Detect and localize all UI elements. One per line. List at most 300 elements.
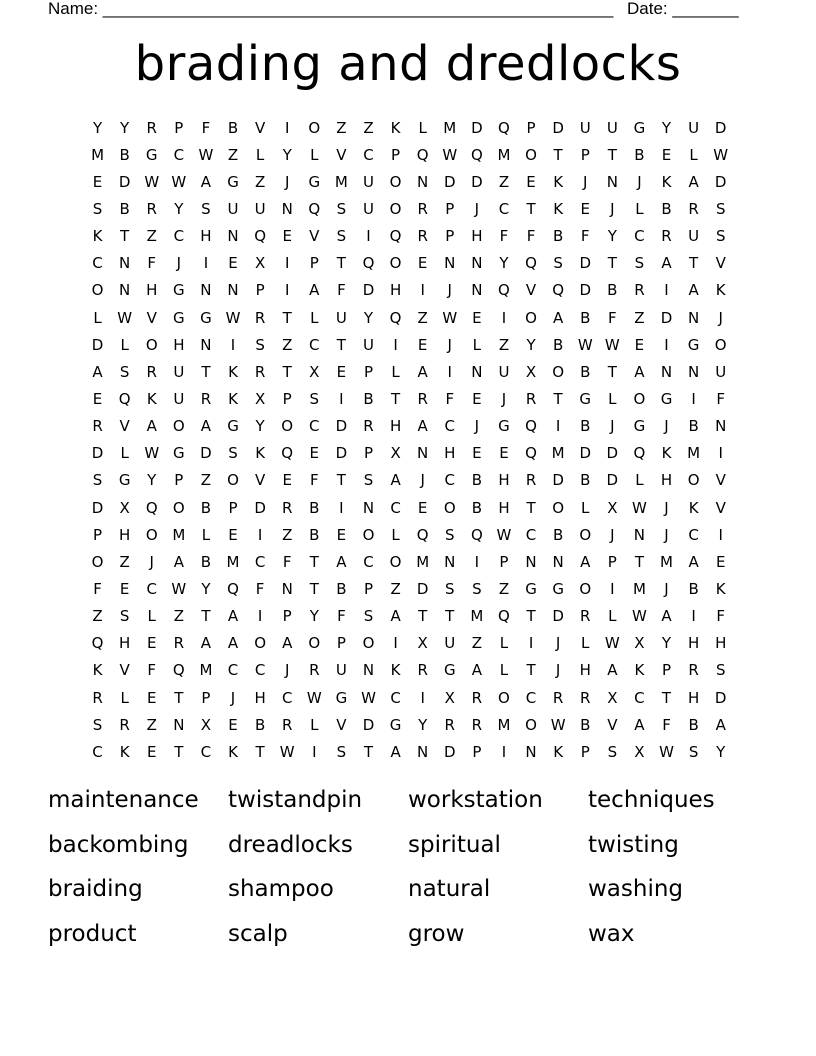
grid-cell: K — [92, 661, 103, 680]
grid-cell: C — [634, 688, 645, 707]
grid-cell: X — [254, 389, 266, 408]
grid-cell: J — [474, 199, 480, 218]
grid-cell: R — [281, 715, 293, 734]
name-field[interactable]: Name: ______________________________________________________ — [48, 0, 614, 18]
grid-cell: H — [119, 525, 131, 544]
grid-cell: G — [173, 308, 185, 327]
grid-cell: B — [363, 389, 374, 408]
grid-cell: T — [336, 471, 346, 490]
grid-cell: J — [176, 254, 182, 273]
grid-cell: C — [200, 742, 212, 761]
grid-cell: N — [715, 417, 727, 436]
grid-cell: T — [336, 335, 346, 354]
grid-cell: R — [146, 118, 157, 137]
grid-cell: L — [255, 145, 265, 164]
grid-cell: P — [661, 661, 672, 680]
grid-cell: W — [171, 172, 187, 191]
grid-cell: R — [417, 661, 428, 680]
grid-cell: W — [604, 634, 620, 653]
grid-cell: N — [417, 444, 429, 463]
grid-cell: N — [417, 742, 429, 761]
grid-cell: W — [225, 308, 241, 327]
header — [0, 0, 816, 20]
grid-cell: G — [389, 715, 402, 734]
grid-cell: G — [552, 579, 564, 598]
grid-cell: O — [525, 715, 537, 734]
grid-cell: L — [120, 444, 129, 463]
grid-cell: N — [687, 308, 700, 327]
grid-cell: O — [552, 362, 565, 381]
grid-cell: B — [607, 281, 618, 300]
grid-cell: C — [92, 742, 103, 761]
grid-cell: H — [119, 634, 131, 653]
grid-cell: X — [634, 634, 645, 653]
grid-cell: B — [254, 715, 266, 734]
grid-cell: B — [471, 498, 482, 517]
grid-cell: D — [552, 607, 564, 626]
grid-cell: F — [309, 471, 319, 490]
grid-cell: G — [660, 389, 673, 408]
grid-cell: B — [200, 552, 212, 571]
grid-cell: R — [634, 281, 645, 300]
grid-cell: H — [444, 444, 456, 463]
grid-cell: O — [687, 471, 700, 490]
grid-cell: D — [579, 444, 592, 463]
grid-cell: E — [228, 254, 238, 273]
grid-cell: H — [389, 281, 402, 300]
grid-cell: F — [499, 227, 509, 246]
grid-cell: Z — [92, 607, 103, 626]
grid-cell: W — [632, 498, 647, 517]
grid-cell: A — [200, 172, 212, 191]
grid-cell: E — [715, 552, 726, 571]
grid-cell: O — [552, 498, 565, 517]
grid-cell: Z — [363, 118, 374, 137]
grid-cell: J — [664, 579, 669, 598]
grid-cell: R — [661, 227, 672, 246]
grid-cell: A — [200, 634, 212, 653]
word-list-item: techniques — [588, 787, 715, 814]
grid-cell: E — [228, 715, 238, 734]
grid-cell: Q — [470, 525, 483, 544]
date-field[interactable]: Date: _______ — [627, 0, 739, 18]
grid-cell: D — [714, 688, 727, 707]
grid-cell: Y — [282, 145, 292, 164]
grid-cell: T — [390, 389, 401, 408]
grid-cell: C — [146, 579, 157, 598]
grid-cell: H — [471, 227, 483, 246]
grid-cell: N — [471, 254, 483, 273]
grid-cell: P — [282, 389, 292, 408]
grid-cell: O — [145, 525, 158, 544]
grid-cell: Z — [390, 579, 401, 598]
grid-cell: Q — [308, 199, 321, 218]
grid-cell: Z — [146, 227, 157, 246]
grid-cell: I — [664, 281, 669, 300]
grid-cell: C — [227, 661, 239, 680]
grid-cell: X — [254, 254, 266, 273]
grid-cell: P — [499, 552, 509, 571]
grid-cell: T — [634, 552, 644, 571]
grid-cell: T — [445, 607, 455, 626]
grid-cell: V — [715, 498, 726, 517]
grid-cell: M — [632, 579, 646, 598]
grid-cell: Y — [201, 579, 211, 598]
grid-cell: R — [552, 688, 564, 707]
grid-cell: J — [610, 525, 615, 544]
grid-cell: D — [660, 308, 673, 327]
grid-cell: E — [417, 498, 428, 517]
grid-cell: D — [254, 498, 266, 517]
grid-cell: M — [687, 444, 701, 463]
grid-cell: B — [580, 308, 591, 327]
grid-cell: B — [119, 199, 130, 218]
grid-cell: G — [227, 417, 239, 436]
grid-cell: L — [608, 607, 617, 626]
grid-cell: S — [363, 471, 374, 490]
grid-cell: M — [660, 552, 673, 571]
grid-cell: L — [499, 661, 509, 680]
grid-cell: U — [579, 118, 591, 137]
grid-cell: S — [228, 444, 238, 463]
grid-cell: O — [525, 308, 537, 327]
grid-cell: O — [254, 634, 267, 653]
grid-cell: J — [284, 172, 290, 191]
grid-cell: S — [445, 525, 455, 544]
grid-cell: E — [499, 444, 509, 463]
grid-cell: N — [417, 172, 429, 191]
grid-cell: Y — [716, 742, 726, 761]
grid-cell: Q — [145, 498, 158, 517]
grid-cell: Z — [336, 118, 347, 137]
letter-grid — [84, 114, 734, 765]
grid-cell: T — [689, 254, 699, 273]
grid-cell: A — [634, 362, 645, 381]
grid-cell: S — [715, 661, 726, 680]
grid-cell: D — [416, 579, 429, 598]
grid-cell: O — [714, 335, 727, 354]
grid-cell: V — [336, 715, 347, 734]
grid-cell: C — [363, 552, 374, 571]
grid-cell: U — [606, 118, 618, 137]
grid-cell: T — [174, 742, 184, 761]
grid-cell: M — [551, 444, 565, 463]
grid-cell: M — [199, 661, 213, 680]
grid-cell: O — [308, 634, 321, 653]
grid-cell: D — [714, 118, 727, 137]
grid-cell: H — [498, 471, 510, 490]
grid-cell: V — [119, 417, 130, 436]
grid-cell: T — [526, 607, 536, 626]
grid-cell: T — [661, 688, 672, 707]
grid-cell: H — [660, 471, 673, 490]
grid-cell: J — [664, 498, 669, 517]
grid-cell: K — [661, 172, 672, 191]
grid-cell: G — [633, 118, 646, 137]
grid-cell: N — [200, 281, 212, 300]
grid-cell: J — [555, 661, 561, 680]
grid-cell: L — [310, 145, 319, 164]
grid-cell: W — [496, 525, 512, 544]
grid-cell: R — [580, 688, 591, 707]
grid-cell: I — [610, 579, 615, 598]
grid-cell: D — [443, 742, 456, 761]
grid-cell: S — [119, 362, 130, 381]
grid-cell: B — [688, 579, 699, 598]
grid-cell: V — [309, 227, 320, 246]
grid-cell: O — [498, 688, 510, 707]
grid-cell: Z — [634, 308, 645, 327]
grid-cell: O — [443, 498, 456, 517]
grid-cell: Q — [525, 417, 537, 436]
grid-cell: N — [525, 552, 537, 571]
grid-cell: B — [688, 715, 699, 734]
grid-cell: W — [279, 742, 295, 761]
grid-cell: N — [687, 362, 700, 381]
grid-cell: R — [471, 688, 483, 707]
grid-cell: A — [92, 362, 103, 381]
grid-cell: E — [146, 634, 157, 653]
grid-cell: A — [390, 607, 401, 626]
grid-cell: S — [607, 742, 618, 761]
word-list — [48, 778, 768, 956]
grid-cell: R — [444, 715, 455, 734]
grid-cell: C — [173, 145, 185, 164]
grid-cell: N — [362, 661, 375, 680]
grid-cell: P — [228, 498, 238, 517]
grid-cell: P — [309, 254, 319, 273]
grid-cell: Q — [416, 525, 429, 544]
grid-cell: Z — [498, 172, 510, 191]
grid-cell: T — [309, 579, 319, 598]
grid-cell: W — [604, 335, 620, 354]
grid-cell: D — [335, 444, 348, 463]
grid-cell: U — [498, 362, 510, 381]
grid-cell: N — [525, 742, 537, 761]
grid-cell: Q — [389, 227, 402, 246]
grid-cell: T — [309, 552, 319, 571]
grid-cell: W — [659, 742, 674, 761]
grid-cell: K — [688, 498, 699, 517]
grid-cell: H — [389, 417, 402, 436]
grid-cell: Y — [661, 118, 672, 137]
grid-cell: I — [664, 335, 669, 354]
grid-cell: S — [445, 579, 455, 598]
grid-cell: O — [389, 552, 402, 571]
grid-cell: R — [146, 199, 157, 218]
grid-cell: C — [525, 688, 537, 707]
grid-cell: B — [552, 335, 564, 354]
grid-cell: E — [580, 199, 590, 218]
grid-cell: W — [198, 145, 214, 164]
grid-cell: W — [361, 688, 376, 707]
grid-cell: O — [633, 389, 646, 408]
grid-cell: K — [661, 444, 672, 463]
grid-cell: J — [447, 335, 452, 354]
grid-cell: J — [637, 172, 642, 191]
grid-cell: T — [607, 145, 617, 164]
grid-cell: Q — [416, 145, 429, 164]
grid-cell: W — [442, 308, 458, 327]
grid-cell: O — [579, 579, 592, 598]
grid-cell: R — [173, 634, 185, 653]
grid-cell: A — [336, 552, 347, 571]
grid-cell: J — [610, 199, 615, 218]
grid-cell: Z — [227, 145, 239, 164]
grid-cell: P — [580, 145, 590, 164]
grid-cell: Z — [254, 172, 266, 191]
grid-cell: Y — [363, 308, 374, 327]
grid-cell: L — [472, 335, 482, 354]
grid-cell: P — [526, 118, 536, 137]
word-list-item: wax — [588, 920, 635, 947]
grid-cell: B — [580, 362, 591, 381]
grid-cell: I — [284, 118, 290, 137]
grid-cell: T — [255, 742, 265, 761]
grid-cell: I — [284, 281, 290, 300]
grid-cell: B — [227, 118, 239, 137]
word-list-item: spiritual — [408, 831, 501, 858]
word-list-item: braiding — [48, 876, 143, 903]
grid-cell: R — [688, 199, 699, 218]
grid-cell: U — [362, 172, 374, 191]
grid-cell: E — [282, 471, 292, 490]
grid-cell: A — [661, 607, 672, 626]
grid-cell: P — [174, 118, 184, 137]
grid-cell: L — [418, 118, 427, 137]
grid-cell: U — [227, 199, 239, 218]
grid-cell: M — [334, 172, 348, 191]
grid-cell: P — [336, 634, 346, 653]
grid-cell: F — [337, 281, 346, 300]
word-list-item: maintenance — [48, 787, 199, 814]
grid-cell: O — [145, 335, 158, 354]
grid-cell: A — [688, 552, 699, 571]
grid-cell: A — [173, 552, 184, 571]
grid-cell: L — [93, 308, 102, 327]
grid-cell: S — [634, 254, 645, 273]
grid-cell: J — [149, 552, 154, 571]
grid-cell: N — [471, 281, 483, 300]
grid-cell: I — [230, 335, 236, 354]
grid-cell: A — [661, 254, 672, 273]
grid-cell: F — [147, 661, 157, 680]
grid-cell: S — [336, 227, 347, 246]
grid-cell: H — [173, 335, 185, 354]
grid-cell: I — [284, 254, 290, 273]
grid-cell: C — [254, 552, 266, 571]
grid-cell: I — [528, 634, 534, 653]
grid-cell: G — [118, 471, 131, 490]
grid-cell: N — [362, 498, 375, 517]
grid-cell: A — [553, 308, 564, 327]
grid-cell: J — [583, 172, 588, 191]
grid-cell: D — [362, 715, 375, 734]
grid-cell: E — [228, 525, 238, 544]
grid-cell: R — [119, 715, 130, 734]
grid-cell: U — [362, 335, 374, 354]
grid-cell: I — [366, 227, 371, 246]
grid-cell: N — [444, 254, 456, 273]
grid-cell: Q — [470, 145, 483, 164]
grid-cell: T — [201, 362, 211, 381]
grid-cell: S — [553, 254, 563, 273]
grid-cell: E — [661, 145, 672, 164]
word-list-item: backombing — [48, 831, 189, 858]
grid-cell: R — [254, 308, 266, 327]
grid-cell: P — [174, 471, 184, 490]
grid-cell: C — [525, 525, 537, 544]
grid-cell: N — [471, 362, 483, 381]
grid-cell: P — [201, 688, 211, 707]
grid-cell: A — [580, 552, 591, 571]
grid-cell: S — [363, 607, 374, 626]
grid-cell: S — [92, 199, 103, 218]
word-list-item: workstation — [408, 787, 543, 814]
grid-cell: E — [526, 172, 536, 191]
grid-cell: U — [362, 199, 374, 218]
grid-cell: F — [255, 579, 265, 598]
grid-cell: J — [610, 417, 615, 436]
grid-cell: G — [498, 417, 510, 436]
grid-cell: T — [282, 362, 292, 381]
grid-cell: Q — [227, 579, 239, 598]
grid-cell: R — [363, 417, 374, 436]
grid-cell: M — [443, 118, 457, 137]
grid-cell: E — [634, 335, 645, 354]
grid-cell: I — [420, 281, 425, 300]
grid-cell: F — [716, 607, 726, 626]
grid-cell: J — [474, 417, 480, 436]
grid-cell: T — [336, 254, 346, 273]
grid-cell: C — [281, 688, 293, 707]
grid-cell: K — [228, 742, 238, 761]
word-list-item: twistandpin — [228, 787, 363, 814]
grid-cell: K — [146, 389, 157, 408]
grid-cell: X — [634, 742, 645, 761]
grid-cell: M — [172, 525, 186, 544]
grid-cell: T — [553, 389, 563, 408]
grid-cell: Q — [389, 308, 402, 327]
grid-cell: L — [391, 362, 400, 381]
grid-cell: B — [580, 715, 591, 734]
grid-cell: T — [120, 227, 130, 246]
grid-cell: W — [117, 308, 133, 327]
grid-cell: W — [442, 145, 458, 164]
grid-cell: H — [687, 634, 700, 653]
grid-cell: A — [227, 634, 239, 653]
grid-cell: W — [171, 579, 187, 598]
grid-cell: L — [120, 688, 129, 707]
grid-cell: I — [691, 607, 696, 626]
grid-cell: Y — [92, 118, 103, 137]
grid-cell: D — [91, 444, 104, 463]
grid-cell: R — [471, 715, 483, 734]
grid-cell: F — [445, 389, 455, 408]
grid-cell: N — [660, 362, 673, 381]
grid-cell: O — [362, 525, 375, 544]
grid-cell: D — [471, 118, 483, 137]
grid-cell: V — [715, 471, 726, 490]
grid-cell: B — [471, 471, 482, 490]
grid-cell: A — [634, 715, 645, 734]
grid-cell: Y — [418, 715, 428, 734]
grid-cell: D — [362, 281, 375, 300]
grid-cell: P — [282, 607, 292, 626]
grid-cell: G — [525, 579, 537, 598]
grid-cell: R — [309, 661, 320, 680]
grid-cell: Q — [633, 444, 646, 463]
